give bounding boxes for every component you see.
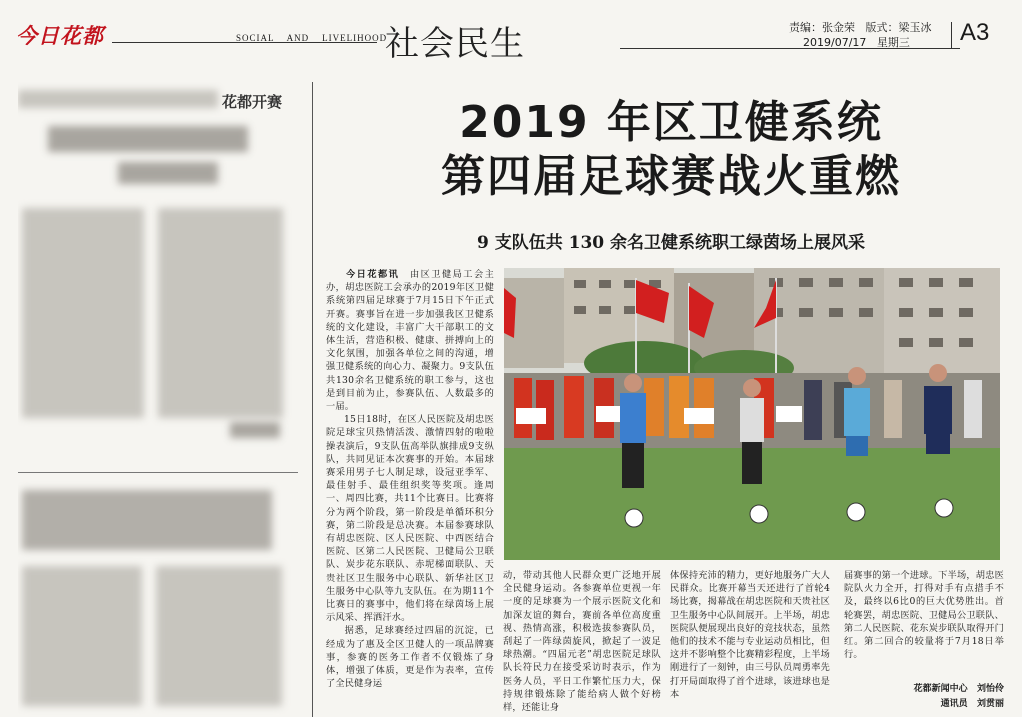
page-header: [0, 0, 1022, 66]
article-column-3: [670, 569, 830, 714]
reporter-credit: 花都新闻中心 刘怡伶: [913, 684, 1004, 694]
adjacent-article-blurred: [18, 82, 298, 717]
col4-text: 届赛事的第一个进球。下半场，胡忠医院队火力全开，打得对手有点措手不及，最终以6比0的巨大优势胜出。首轮赛罢，胡忠医院、卫健局公卫联队、第二人民医院、花东炭步联队取得开门红。第二回合的较量将于7月18日举行。: [844, 570, 1004, 661]
header-divider: [951, 22, 952, 48]
page-number: A3: [960, 19, 990, 46]
photo-illustration: [504, 268, 1000, 560]
paragraph-2: 15日18时，在区人民医院及胡忠医院足球宝贝热情活泼、激情四射的啦啦操表演后，9支队伍高举队旗排成9支纵队，共同见证本次赛事的开始。本届球赛采用男子七人制足球，设冠亚季军、最佳射手、最佳组织奖等奖项。逢周一、周四比赛，共11个比赛日。比赛将分为两个阶段，第一阶段是单循环积分赛，第二阶段是总决赛。本届参赛球队有胡忠医院、区人民医院、中西医结合医院、区第二人民医院、卫健局公卫联队、炭步花东联队、赤坭梯面联队、天贵社区卫生服务中心联队、新华社区卫生服务中心队等九支队伍。在为期11个比赛日的赛事中，他们将在绿茵场上展示风采、挥洒汗水。: [326, 414, 494, 624]
editor-credit: 责编：张金荣 版式：梁玉冰: [789, 21, 932, 34]
paragraph-1: 由区卫健局工会主办，胡忠医院工会承办的2019年区卫健系统第四届足球赛于7月15日下午正式开赛。赛事旨在进一步加强我区卫健系统的文化建设，丰富广大干部职工的文体生活，营造积极、健康、拼搏向上的文化氛围，加强各单位之间的沟通，增强卫健系统的向心力、凝聚力。9支队伍共130余名卫健系统的职工参与，这也是到目前为止，参赛队伍、人数最多的一届。: [326, 269, 494, 413]
article-column-4: [844, 569, 1004, 714]
article-column-1: [326, 268, 494, 713]
subheadline: 9 支队伍共 130 余名卫健系统职工绿茵场上展风采: [476, 233, 866, 253]
blur-divider: [18, 472, 298, 473]
issue-date: 2019/07/17 星期三: [803, 36, 910, 49]
football-match-photo: [504, 268, 1000, 560]
newspaper-logo: 今日花都: [16, 23, 104, 48]
correspondent-credit: 通讯员 刘贯丽: [940, 699, 1004, 709]
article-column-2: 动，带动其他人民群众更广泛地开展全民健身运动。各参赛单位更视一年一度的足球赛为一个展示医院文化和加深友谊的舞台，赛前各单位高度重视、热情高涨，积极选拔参赛队员，刮起了一阵绿茵旋风，掀起了一波足球热潮。“四届元老”胡忠医院足球队队长符民力在接受采访时表示，作为医务人员，平日工作繁忙压力大，保持规律锻炼除了能给病人做个好榜样，还能让身: [503, 570, 661, 714]
column-divider: [312, 82, 313, 717]
section-title-en: SOCIAL AND LIVELIHOOD: [236, 33, 388, 43]
headline-line-1: 2019 年区卫健系统: [459, 97, 883, 148]
adjacent-headline: 花都开赛: [222, 93, 283, 111]
section-title: 社会民生: [385, 24, 525, 64]
dateline: 今日花都讯: [346, 269, 400, 280]
paragraph-3: 据悉，足球赛经过四届的沉淀，已经成为了惠及全区卫健人的一项品牌赛事，参赛的医务工作者不仅锻炼了身体，增强了体质，更是作为表率，宣传了全民健身运: [326, 625, 494, 690]
headline-line-2: 第四届足球赛战火重燃: [441, 151, 901, 202]
col3-text: 体保持充沛的精力，更好地服务广大人民群众。比赛开幕当天还进行了首轮4场比赛，揭幕战在胡忠医院和天贵社区卫生服务中心队间展开。上半场，胡忠医院队便展现出良好的竞技状态，虽然他们的技术不能与专业运动员相比，但这并不影响整个比赛精彩程度，上半场刚进行了一刻钟，由三号队员周勇率先打开局面取得了首个进球，该进球也是本: [670, 570, 830, 700]
